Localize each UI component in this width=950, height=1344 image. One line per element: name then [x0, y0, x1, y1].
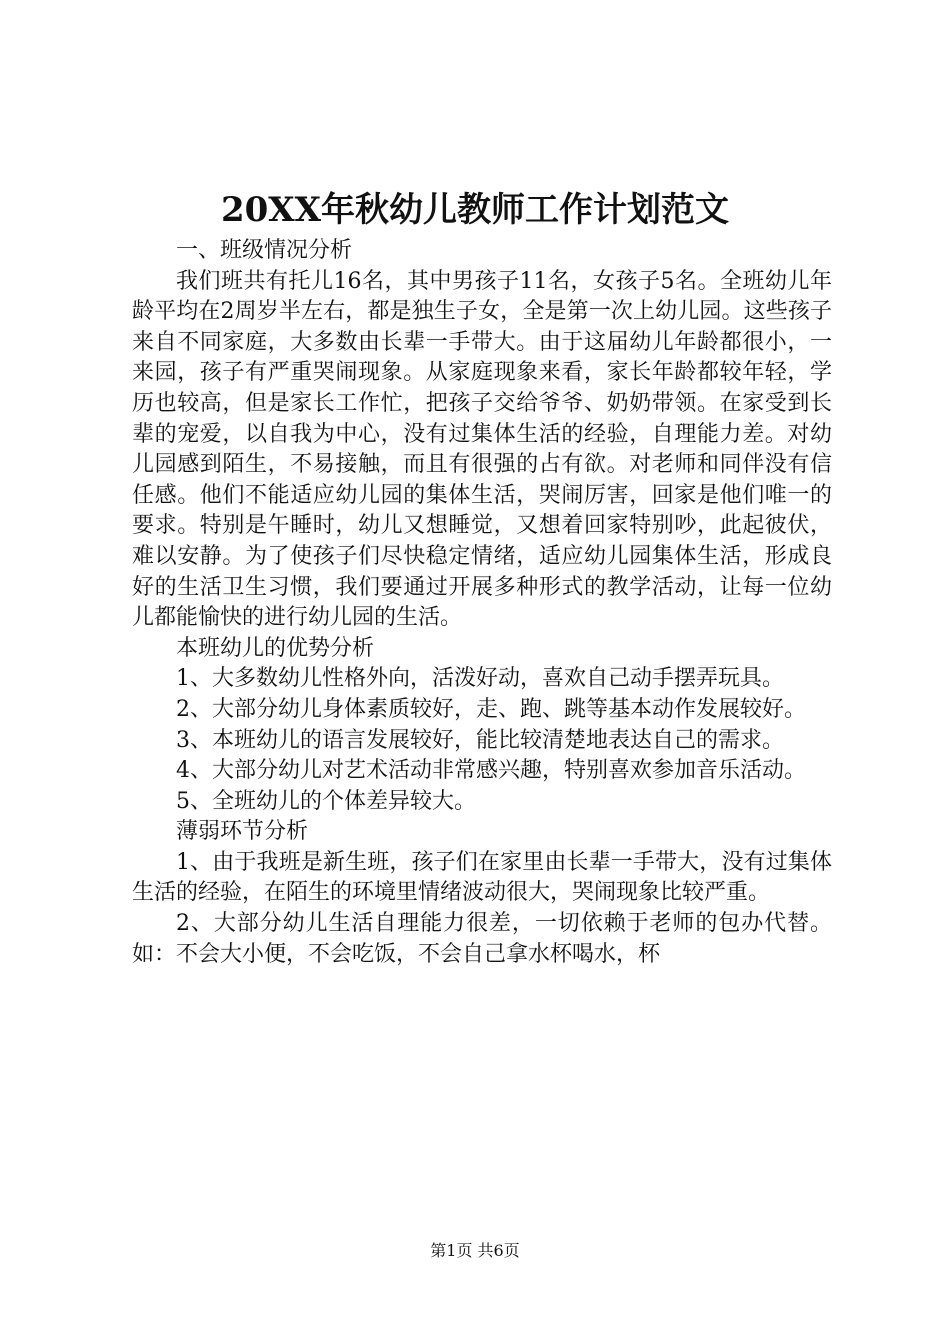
list-item-strength-5: 5、全班幼儿的个体差异较大。	[176, 788, 476, 814]
list-item-weakness-1: 1、由于我班是新生班，孩子们在家里由长辈一手带大，没有过集体生活的经验，在陌生的环境里情绪波动很大，哭闹现象比较严重。	[132, 849, 832, 906]
list-item-strength-4: 4、大部分幼儿对艺术活动非常感兴趣，特别喜欢参加音乐活动。	[176, 758, 806, 784]
list-item-strength-3: 3、本班幼儿的语言发展较好，能比较清楚地表达自己的需求。	[176, 727, 784, 753]
section-heading-class-analysis: 一、班级情况分析	[176, 238, 353, 263]
paragraph-class-overview: 我们班共有托儿16名，其中男孩子11名，女孩子5名。全班幼儿年龄平均在2周岁半左右，都是独生子女，全是第一次上幼儿园。这些孩子来自不同家庭，大多数由长辈一手带大。由于这届幼儿年龄都很小，一来园，孩子有严重哭闹现象。从家庭现象来看，家长年龄都较年轻，学历也较高，但是家长工作忙，把孩子交给爷爷、奶奶带领。在家受到长辈的宠爱，以自我为中心，没有过集体生活的经验，自理能力差。对幼儿园感到陌生，不易接触，而且有很强的占有欲。对老师和同伴没有信任感。他们不能适应幼儿园的集体生活，哭闹厉害，回家是他们唯一的要求。特别是午睡时，幼儿又想睡觉，又想着回家特别吵，此起彼伏，难以安静。为了使孩子们尽快稳定情绪，适应幼儿园集体生活，形成良好的生活卫生习惯，我们要通过开展多种形式的教学活动，让每一位幼儿都能愉快的进行幼儿园的生活。	[132, 268, 832, 631]
document-body	[132, 236, 832, 970]
section-heading-weaknesses: 薄弱环节分析	[176, 819, 309, 845]
section-heading-strengths: 本班幼儿的优势分析	[176, 635, 375, 661]
list-item-strength-2: 2、大部分幼儿身体素质较好，走、跑、跳等基本动作发展较好。	[176, 696, 806, 722]
document-title: 20XX年秋幼儿教师工作计划范文	[220, 190, 730, 230]
list-item-strength-1: 1、大多数幼儿性格外向，活泼好动，喜欢自己动手摆弄玩具。	[176, 666, 784, 692]
list-item-weakness-2: 2、大部分幼儿生活自理能力很差，一切依赖于老师的包办代替。如：不会大小便，不会吃饭，不会自己拿水杯喝水，杯	[132, 911, 832, 967]
page-footer: 第1页 共6页	[430, 1241, 520, 1260]
